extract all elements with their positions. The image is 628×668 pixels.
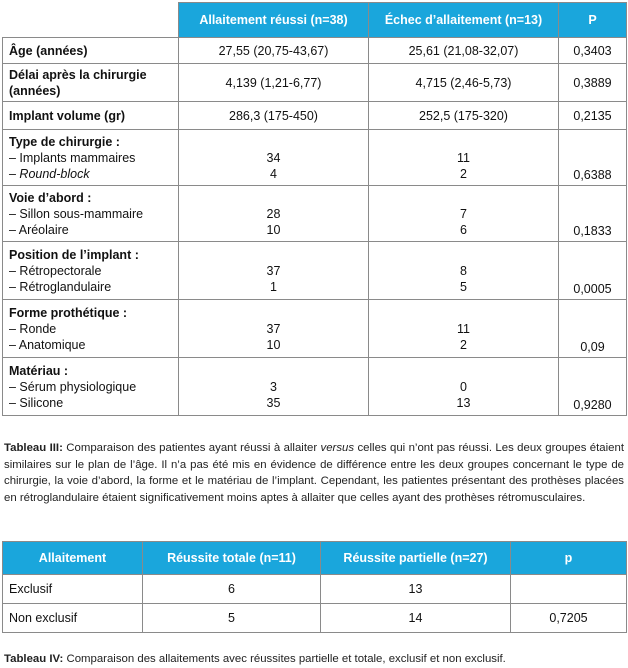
cell-failure: [369, 186, 559, 242]
group-value: 37: [266, 263, 281, 278]
table-row: [3, 102, 627, 130]
group-item-label: – Ronde: [9, 321, 57, 336]
cell-failure: [369, 130, 559, 186]
table-iv: [2, 541, 627, 633]
cell-p: 0,0005: [559, 242, 627, 300]
cell-failure: [369, 358, 559, 416]
cell-success: [179, 358, 369, 416]
group-value: 10: [266, 337, 281, 352]
table-iv-header-p: p: [511, 542, 627, 575]
group-label: [3, 358, 179, 416]
cell-success: 4,139 (1,21-6,77): [179, 64, 369, 102]
cell-partial: 14: [321, 604, 511, 633]
group-label: [3, 130, 179, 186]
cell-success: [179, 130, 369, 186]
cell-success: 27,55 (20,75-43,67): [179, 38, 369, 64]
table-iii-header-success: Allaitement réussi (n=38): [179, 3, 369, 38]
cell-p: 0,09: [559, 300, 627, 358]
row-label: Implant volume (gr): [3, 102, 179, 130]
cell-p: 0,1833: [559, 186, 627, 242]
group-value: 34: [266, 150, 281, 165]
cell-p: 0,3403: [559, 38, 627, 64]
table-iv-header-allaitement: Allaitement: [3, 542, 143, 575]
table-row: [3, 64, 627, 102]
cell-partial: 13: [321, 575, 511, 604]
group-heading: Forme prothétique :: [9, 305, 128, 320]
group-value: 2: [460, 337, 467, 352]
group-label: [3, 300, 179, 358]
table-row-group: [3, 242, 627, 300]
table-row: [3, 38, 627, 64]
table-iv-caption: [4, 651, 624, 668]
table-iv-header-total: Réussite totale (n=11): [143, 542, 321, 575]
table-iii-header-p: P: [559, 3, 627, 38]
row-label: Exclusif: [3, 575, 143, 604]
table-row-group: [3, 186, 627, 242]
group-label: [3, 242, 179, 300]
row-label: Délai après la chirurgie (années): [3, 64, 179, 102]
group-item-label: – Sillon sous-mammaire: [9, 206, 144, 221]
group-item-label: – Rétroglandulaire: [9, 279, 112, 294]
group-value: 13: [456, 395, 471, 410]
table-iii-caption: [4, 440, 624, 506]
table-row-group: [3, 358, 627, 416]
table-iv-header-partial: Réussite partielle (n=27): [321, 542, 511, 575]
caption-text: celles qui n’ont pas réussi. Les deux groupes étaient similaires sur le plan de l’âge. Il n’a pas été mis en évidence de différence entre les deux groupes concernant le type de chirurgie, la voie d’abord, la forme et le matériau de l’implant. Cependant, les patientes présentant des prothèses placées en rétroglandulaire étaient significativement moins aptes à allaiter que celles ayant des prothèses rétromusculaires.: [4, 442, 625, 504]
table-row: [3, 604, 627, 633]
cell-p: [511, 575, 627, 604]
group-item-label: – Silicone: [9, 395, 64, 410]
group-value: 11: [457, 150, 470, 165]
group-heading: Voie d’abord :: [9, 190, 92, 205]
row-label: Non exclusif: [3, 604, 143, 633]
cell-failure: 252,5 (175-320): [369, 102, 559, 130]
group-value: 1: [270, 279, 277, 294]
group-value: 4: [270, 166, 277, 181]
cell-p: 0,3889: [559, 64, 627, 102]
group-value: 3: [270, 379, 277, 394]
group-heading: Type de chirurgie :: [9, 134, 120, 149]
caption-lead: Tableau IV:: [4, 653, 64, 665]
group-heading: Matériau :: [9, 363, 69, 378]
group-value: 7: [460, 206, 467, 221]
group-heading: Position de l’implant :: [9, 247, 139, 262]
cell-success: 286,3 (175-450): [179, 102, 369, 130]
group-value: 8: [460, 263, 467, 278]
cell-failure: 25,61 (21,08-32,07): [369, 38, 559, 64]
table-row: [3, 575, 627, 604]
cell-success: [179, 300, 369, 358]
cell-total: 6: [143, 575, 321, 604]
table-row-group: [3, 130, 627, 186]
group-value: 2: [460, 166, 467, 181]
table-iii: [2, 2, 627, 416]
table-row-group: [3, 300, 627, 358]
group-item-label: – Sérum physiologique: [9, 379, 137, 394]
group-value: 37: [266, 321, 281, 336]
table-iii-header-failure: Échec d’allaitement (n=13): [369, 3, 559, 38]
cell-p: 0,7205: [511, 604, 627, 633]
group-label: [3, 186, 179, 242]
group-value: 5: [460, 279, 467, 294]
cell-p: 0,9280: [559, 358, 627, 416]
row-label: Âge (années): [3, 38, 179, 64]
group-value: 10: [266, 222, 281, 237]
table-iv-header-row: [3, 542, 627, 575]
cell-failure: [369, 242, 559, 300]
group-item-label: – Round-block: [9, 166, 90, 181]
group-item-label: – Aréolaire: [9, 222, 69, 237]
group-value: 6: [460, 222, 467, 237]
cell-failure: 4,715 (2,46-5,73): [369, 64, 559, 102]
table-iii-header-row: [3, 3, 627, 38]
group-value: 28: [266, 206, 281, 221]
group-value: 11: [457, 321, 470, 336]
caption-lead: Tableau III:: [4, 442, 63, 454]
cell-success: [179, 242, 369, 300]
group-value: 0: [460, 379, 467, 394]
table-iii-header-blank: [3, 3, 179, 38]
cell-failure: [369, 300, 559, 358]
cell-total: 5: [143, 604, 321, 633]
group-item-label: – Anatomique: [9, 337, 86, 352]
cell-p: 0,2135: [559, 102, 627, 130]
cell-p: 0,6388: [559, 130, 627, 186]
group-value: 35: [266, 395, 281, 410]
caption-text: Comparaison des allaitements avec réussites partielle et totale, exclusif et non exclusif.: [63, 653, 506, 665]
cell-success: [179, 186, 369, 242]
group-item-label: – Implants mammaires: [9, 150, 136, 165]
caption-text: Comparaison des patientes ayant réussi à allaiter: [62, 442, 321, 454]
group-item-label: – Rétropectorale: [9, 263, 102, 278]
caption-italic: versus: [320, 442, 355, 454]
